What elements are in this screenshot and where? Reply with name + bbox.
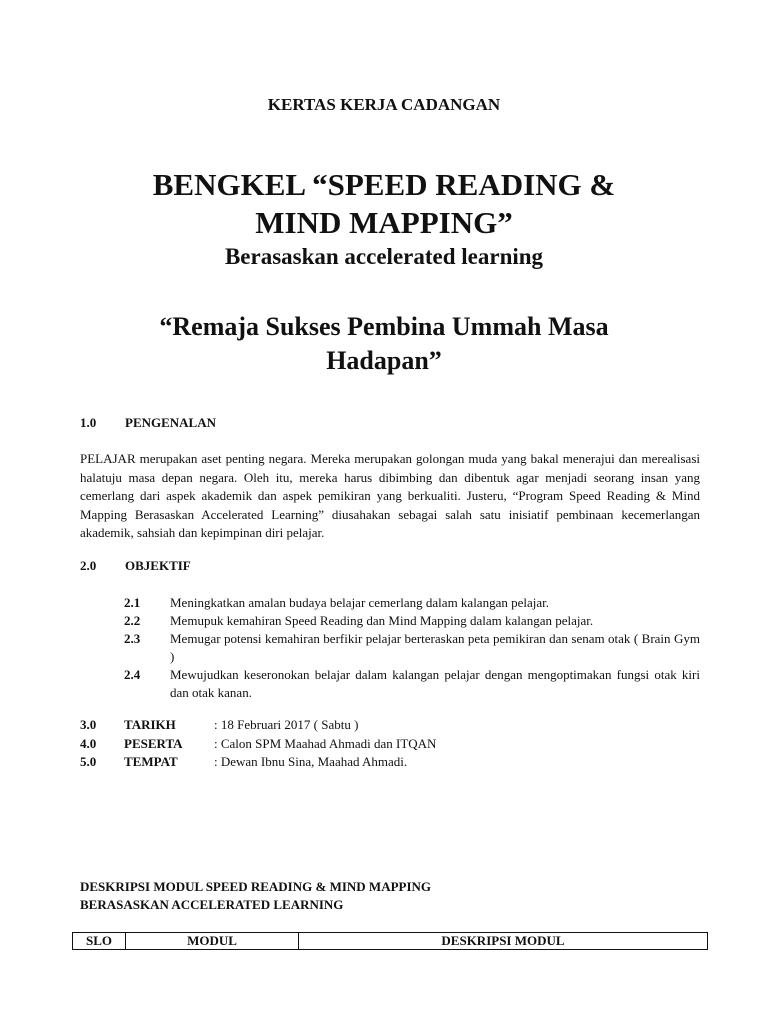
list-item-text: Memugar potensi kemahiran berfikir pelajar berteraskan peta pemikiran dan senam otak ( Brain Gym ) [170,631,700,664]
list-item-number: 2.1 [124,595,141,610]
objektif-list [124,594,700,702]
doc-tagline-line-1: “Remaja Sukses Pembina Ummah Masa [159,312,609,341]
doc-title [0,166,768,242]
table-header-modul: MODUL [126,933,299,950]
doc-subtitle: Berasaskan accelerated learning [224,244,544,269]
section-title: OBJEKTIF [125,558,191,573]
doc-pre-title: KERTAS KERJA CADANGAN [267,95,501,114]
info-value: : 18 Februari 2017 ( Sabtu ) [214,717,359,732]
section-heading-pengenalan [80,415,216,431]
section-number: 1.0 [80,415,97,430]
list-item-text: Mewujudkan keseronokan belajar dalam kalangan pelajar dengan mengoptimakan fungsi otak kiri dan otak kanan. [170,667,700,700]
modul-table [72,932,708,950]
list-item-number: 2.4 [124,667,141,682]
table-header-deskripsi: DESKRIPSI MODUL [299,933,708,950]
deskripsi-heading-line-2: BERASASKAN ACCELERATED LEARNING [80,897,344,912]
section-number: 2.0 [80,558,97,573]
list-item-text: Memupuk kemahiran Speed Reading dan Mind Mapping dalam kalangan pelajar. [170,613,594,628]
info-value: : Calon SPM Maahad Ahmadi dan ITQAN [214,735,437,751]
info-number: 4.0 [80,735,97,751]
doc-title-line-1: BENGKEL “SPEED READING & [152,167,616,202]
list-item [124,666,700,702]
section-title: PENGENALAN [125,415,217,430]
info-row-tempat [80,753,700,772]
section-heading-objektif [80,558,191,574]
info-row-tarikh [80,716,700,735]
info-label: TARIKH [124,717,176,732]
info-label: PESERTA [124,735,183,751]
info-value: : Dewan Ibnu Sina, Maahad Ahmadi. [214,754,408,769]
deskripsi-heading-line-1: DESKRIPSI MODUL SPEED READING & MIND MAPPING [80,879,432,894]
list-item-number: 2.3 [124,631,141,646]
list-item-number: 2.2 [124,613,141,628]
info-number: 5.0 [80,754,97,769]
list-item [124,612,700,630]
deskripsi-heading [80,878,700,914]
event-info-list [80,716,700,772]
doc-title-line-2: MIND MAPPING” [255,205,513,240]
info-number: 3.0 [80,717,97,732]
list-item [124,594,700,612]
info-row-peserta [80,735,700,754]
list-item [124,630,700,666]
pengenalan-paragraph: PELAJAR merupakan aset penting negara. Mereka merupakan golongan muda yang bakal menerajui dan merealisasi halatuju masa depan negara. Oleh itu, mereka harus dibimbing dan dibentuk agar menjadi seorang insan yang cemerlang dari aspek akademik dan aspek pemikiran yang berkualiti. Justeru, “Program Speed Reading & Mind Mapping Berasaskan Accelerated Learning” diusahakan sebagai salah satu inisiatif pembinaan kecemerlangan akademik, sahsiah dan kepimpinan diri pelajar. [80,451,700,540]
doc-tagline [0,310,768,378]
list-item-text: Meningkatkan amalan budaya belajar cemerlang dalam kalangan pelajar. [170,595,549,610]
table-header-slo: SLO [73,933,126,950]
info-label: TEMPAT [124,754,178,769]
doc-tagline-line-2: Hadapan” [326,346,442,375]
table-header-row [73,933,708,950]
